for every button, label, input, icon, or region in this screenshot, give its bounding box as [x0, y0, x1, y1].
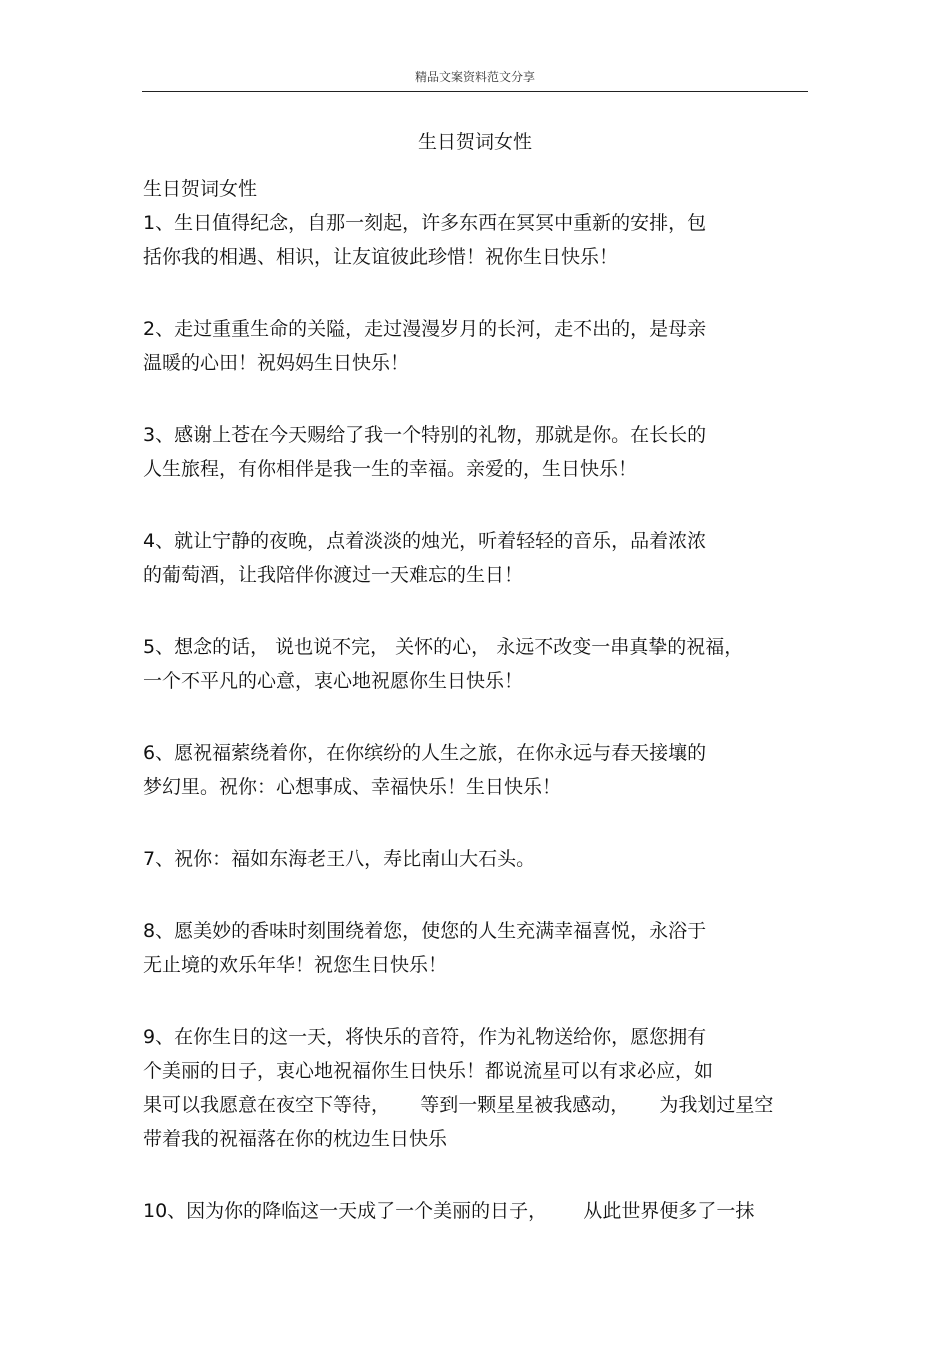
- paragraph-4: [143, 524, 811, 592]
- paragraph-line: 6、愿祝福萦绕着你，在你缤纷的人生之旅，在你永远与春天接壤的: [143, 742, 707, 764]
- paragraph-line: 带着我的祝福落在你的枕边生日快乐: [143, 1128, 448, 1150]
- paragraph-line: 梦幻里。祝你：心想事成、幸福快乐！生日快乐！: [143, 776, 562, 798]
- paragraph-line: 9、在你生日的这一天，将快乐的音符，作为礼物送给你，愿您拥有: [143, 1026, 707, 1048]
- paragraph-1: [143, 206, 811, 274]
- paragraph-line: 温暖的心田！祝妈妈生日快乐！: [143, 352, 410, 374]
- paragraph-10: [143, 1194, 811, 1228]
- document-subheading: 生日贺词女性: [143, 178, 258, 200]
- paragraph-9: [143, 1020, 811, 1156]
- paragraph-2: [143, 312, 811, 380]
- page-header-text: 精品文案资料范文分享: [414, 70, 535, 84]
- paragraph-line: 果可以我愿意在夜空下等待， 等到一颗星星被我感动， 为我划过星空: [143, 1094, 774, 1116]
- paragraph-line: 10、因为你的降临这一天成了一个美丽的日子， 从此世界便多了一抹: [143, 1200, 755, 1222]
- paragraph-line: 2、走过重重生命的关隘，走过漫漫岁月的长河，走不出的，是母亲: [143, 318, 707, 340]
- paragraph-line: 8、愿美妙的香味时刻围绕着您，使您的人生充满幸福喜悦，永浴于: [143, 920, 707, 942]
- document-title: 生日贺词女性: [417, 131, 532, 153]
- paragraph-line: 括你我的相遇、相识，让友谊彼此珍惜！祝你生日快乐！: [143, 246, 619, 268]
- paragraph-line: 3、感谢上苍在今天赐给了我一个特别的礼物，那就是你。在长长的: [143, 424, 707, 446]
- paragraph-line: 的葡萄酒，让我陪伴你渡过一天难忘的生日！: [143, 564, 524, 586]
- paragraph-line: 个美丽的日子，衷心地祝福你生日快乐！都说流星可以有求必应，如: [143, 1060, 714, 1082]
- paragraph-line: 无止境的欢乐年华！祝您生日快乐！: [143, 954, 448, 976]
- paragraph-3: [143, 418, 811, 486]
- paragraph-line: 4、就让宁静的夜晚，点着淡淡的烛光，听着轻轻的音乐，品着浓浓: [143, 530, 707, 552]
- paragraph-5: [143, 630, 811, 698]
- paragraph-line: 7、祝你：福如东海老王八，寿比南山大石头。: [143, 848, 536, 870]
- paragraph-line: 一个不平凡的心意，衷心地祝愿你生日快乐！: [143, 670, 524, 692]
- header-divider: [142, 91, 808, 92]
- document-body: [143, 172, 811, 1266]
- paragraph-6: [143, 736, 811, 804]
- paragraph-line: 人生旅程，有你相伴是我一生的幸福。亲爱的，生日快乐！: [143, 458, 638, 480]
- paragraph-line: 1、生日值得纪念，自那一刻起，许多东西在冥冥中重新的安排，包: [143, 212, 707, 234]
- paragraph-7: [143, 842, 811, 876]
- paragraph-8: [143, 914, 811, 982]
- paragraph-line: 5、想念的话， 说也说不完， 关怀的心， 永远不改变一串真挚的祝福，: [143, 636, 744, 658]
